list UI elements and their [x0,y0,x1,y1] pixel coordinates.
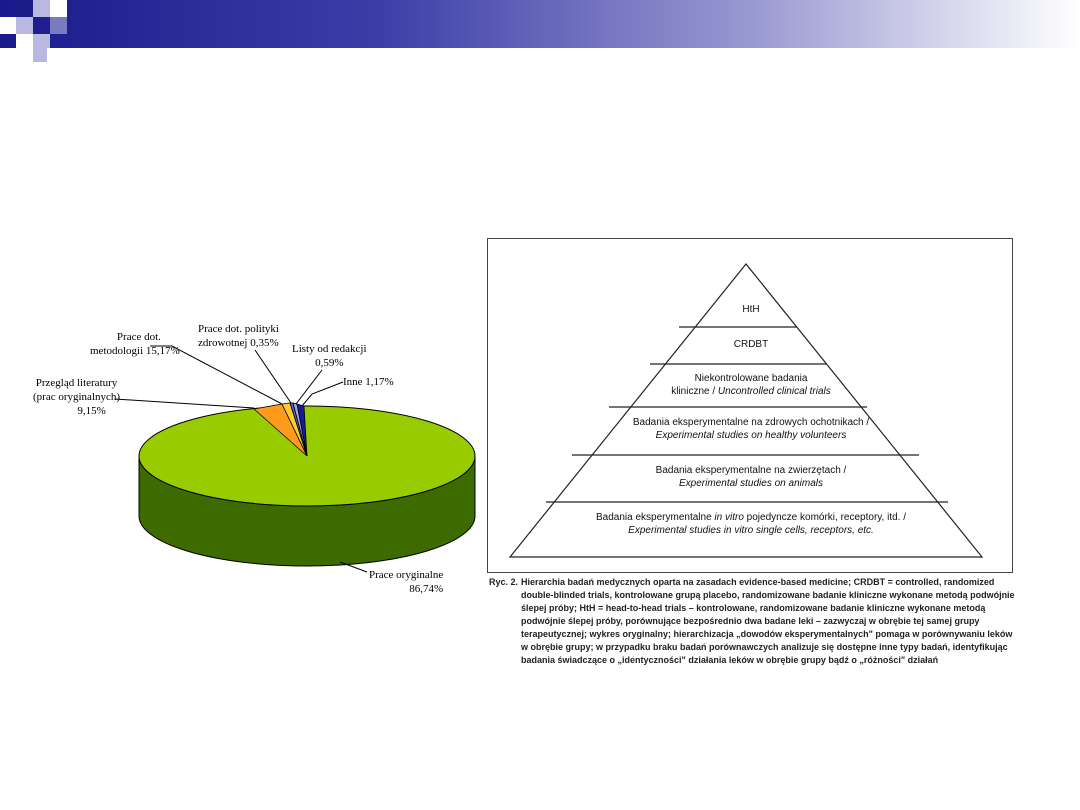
pyramid-level-crdbt: CRDBT [733,339,769,350]
corner-square-mid [16,17,33,34]
label-przeglad: Przegląd literatury (prac oryginalnych) 9,15% [33,377,121,417]
label-oryginalne: Prace oryginalne 86,74% [369,569,444,595]
pyramid-level-volunteers: Badania eksperymentalne na zdrowych ochotnikach / Experimental studies on healthy volunteers [632,417,870,441]
corner-square-mid [33,48,47,62]
pyramid-level-invitro: Badania eksperymentalne in vitro pojedyncze komórki, receptory, itd. / Experimental studies in vitro single cells, receptors, etc. [596,512,906,536]
corner-square-mid [33,34,50,48]
corner-square-dark [16,0,33,17]
header-gradient-band [0,0,1080,48]
label-inne: Inne 1,17% [343,376,394,388]
corner-square-light [33,0,50,17]
corner-square-light [0,17,17,34]
leader-line-przeglad [115,399,254,408]
leader-line-listy [296,370,322,404]
label-metodologii: Prace dot. metodologii 15,17% [90,331,180,357]
label-polityki: Prace dot. polityki zdrowotnej 0,35% [198,323,279,349]
pie-chart [0,300,480,620]
leader-line-inne [302,382,343,406]
pyramid-level-animals: Badania eksperymentalne na zwierzętach / Experimental studies on animals [655,465,847,489]
figure-caption [489,576,1017,667]
leader-line-polityki [255,350,291,403]
corner-square-mid [50,0,67,17]
pyramid-level-hth: HtH [742,304,760,315]
pyramid-level-uncontrolled: Niekontrolowane badania kliniczne / Uncontrolled clinical trials [671,373,831,397]
caption-number: Ryc. 2. [489,577,519,587]
corner-square-dark [50,17,67,34]
label-listy: Listy od redakcji 0,59% [292,343,367,369]
corner-square-light [16,34,33,48]
pyramid-figure [487,238,1013,573]
caption-text: Hierarchia badań medycznych oparta na zasadach evidence-based medicine; CRDBT = controlled, randomized double-blinded trials, kontrolowane grupą placebo, randomizowane badanie kliniczne wykonane metodą podwójnie ślepej próby; HtH = head-to-head trials – kontrolowane, randomizowane badanie kliniczne wykonane metodą podwójnie ślepej próby, porównujące bezpośrednio dwa badane leki – zazwyczaj w obrębie tej samej grupy terapeutycznej; wykres oryginalny; hierarchizacja „dowodów eksperymentalnych" pomaga w porównywaniu leków w obrębie grupy; w przypadku braku badań porównawczych analizuje się dostępne inne typy badań, identyfikując badania świadczące o „identyczności" działania leków w obrębie grupy bądź o „różności" działań [521,577,1015,665]
